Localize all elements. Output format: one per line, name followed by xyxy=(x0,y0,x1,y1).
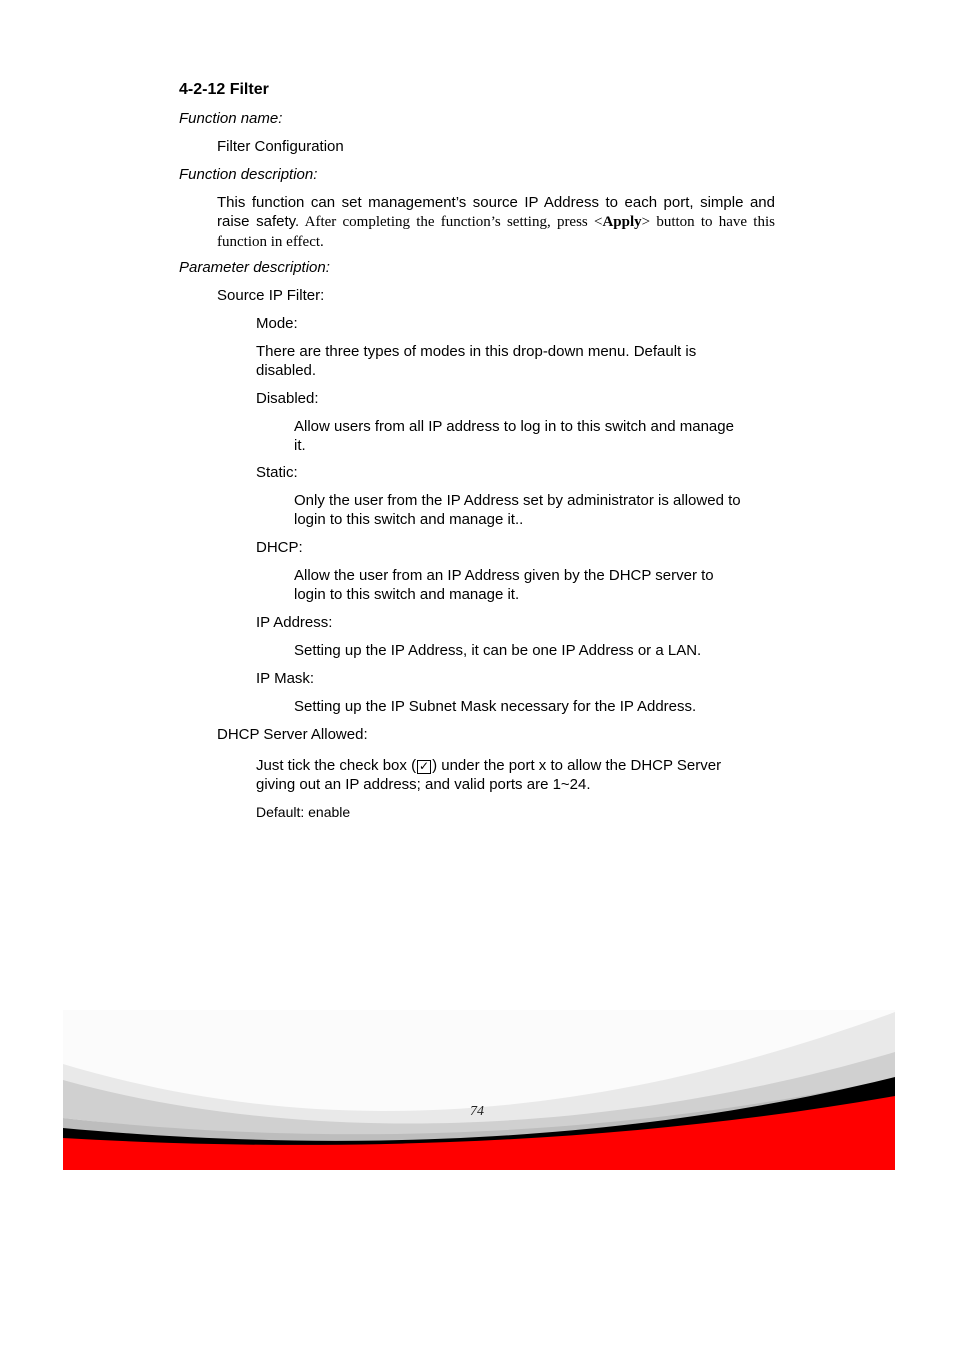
dhcp-description-line1: Allow the user from an IP Address given by the DHCP server to xyxy=(294,567,714,584)
function-description-text xyxy=(217,193,775,252)
mode-label: Mode: xyxy=(256,315,298,332)
static-description-line2: login to this switch and manage it.. xyxy=(294,511,524,528)
dhcp-label: DHCP: xyxy=(256,539,303,556)
function-description-serif-2: > button to have this function in effect. xyxy=(217,214,775,250)
function-name-value: Filter Configuration xyxy=(217,138,344,155)
static-label: Static: xyxy=(256,464,298,481)
dhcp-server-description-line2: giving out an IP address; and valid ports are 1~24. xyxy=(256,776,591,793)
section-title: 4-2-12 Filter xyxy=(179,81,269,98)
dhcp-server-allowed-label: DHCP Server Allowed: xyxy=(217,726,368,743)
function-description-sans: This function can set management’s source IP Address to each port, simple and raise safety. xyxy=(217,194,775,230)
mode-description-line1: There are three types of modes in this drop-down menu. Default is xyxy=(256,343,697,360)
ip-mask-label: IP Mask: xyxy=(256,670,315,687)
ip-mask-description: Setting up the IP Subnet Mask necessary for the IP Address. xyxy=(294,698,697,715)
mode-description-line2: disabled. xyxy=(256,362,317,379)
default-value-text: Default: enable xyxy=(256,804,351,820)
dhcp-server-text-pre: Just tick the check box ( xyxy=(256,757,417,774)
function-name-label: Function name: xyxy=(179,110,283,127)
parameter-description-label: Parameter description: xyxy=(179,259,330,276)
static-description-line1: Only the user from the IP Address set by administrator is allowed to xyxy=(294,492,741,509)
dhcp-server-description-line1 xyxy=(256,756,721,775)
dhcp-server-text-post: ) under the port x to allow the DHCP Server xyxy=(432,757,722,774)
apply-keyword: Apply xyxy=(602,214,642,230)
disabled-description-line1: Allow users from all IP address to log in to this switch and manage xyxy=(294,418,734,435)
disabled-label: Disabled: xyxy=(256,390,319,407)
page-number: 74 xyxy=(470,1104,484,1119)
checkbox-checked-icon: ✓ xyxy=(419,759,430,773)
function-description-serif-1: After completing the function’s setting, press < xyxy=(299,214,603,230)
function-description-label: Function description: xyxy=(179,166,318,183)
ip-address-description: Setting up the IP Address, it can be one IP Address or a LAN. xyxy=(294,642,702,659)
disabled-description-line2: it. xyxy=(294,437,306,454)
dhcp-description-line2: login to this switch and manage it. xyxy=(294,586,520,603)
ip-address-label: IP Address: xyxy=(256,614,333,631)
source-ip-filter-label: Source IP Filter: xyxy=(217,287,325,304)
